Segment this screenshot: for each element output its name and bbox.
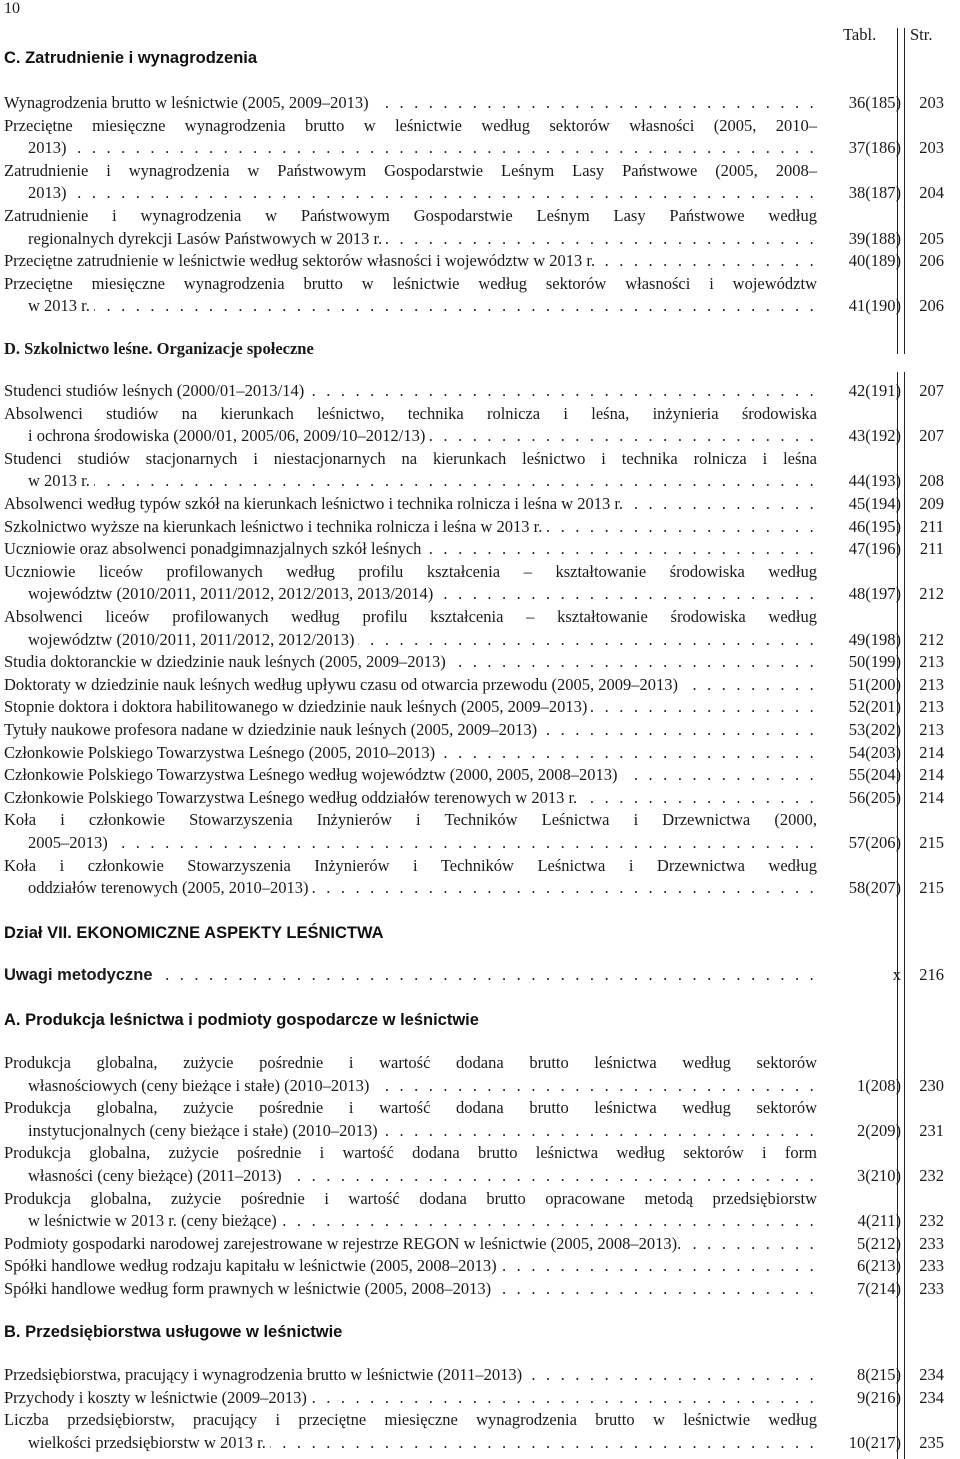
- toc-entry[interactable]: [4, 1364, 944, 1387]
- table-number: 1(208): [857, 1075, 901, 1095]
- table-number: 5(212): [857, 1233, 901, 1253]
- table-number: 10(217): [848, 1432, 901, 1452]
- dot-leader: [4, 651, 817, 673]
- toc-entry[interactable]: [4, 696, 944, 719]
- entry-title-line: instytucjonalnych (ceny bieżące i stałe) (2010–2013): [28, 1121, 382, 1140]
- entry-title-line: Produkcja globalna, zużycie pośrednie i wartość dodana brutto leśnictwa według sektorów: [4, 1098, 817, 1118]
- dot-leader: [28, 137, 817, 159]
- table-number: 40(189): [848, 251, 901, 271]
- page-ref: 235: [919, 1432, 944, 1452]
- page-ref: 215: [919, 878, 944, 898]
- toc-entry[interactable]: [4, 787, 944, 810]
- toc-entry[interactable]: [4, 1278, 944, 1301]
- page-ref: 208: [919, 471, 944, 491]
- entry-title-line: Spółki handlowe według rodzaju kapitału w leśnictwie (2005, 2008–2013): [4, 1256, 501, 1275]
- entry-title-line: Koła i członkowie Stowarzyszenia Inżynierów i Techników Leśnictwa i Drzewnictwa według: [4, 855, 817, 875]
- table-number: x: [892, 965, 901, 984]
- table-number: 39(188): [848, 228, 901, 248]
- dot-leader: [28, 877, 817, 899]
- entry-title-line: Wynagrodzenia brutto w leśnictwie (2005, 2009–2013): [4, 93, 373, 112]
- toc-entry[interactable]: [4, 448, 944, 493]
- dot-leader: [4, 250, 817, 272]
- dot-leader: [4, 787, 817, 809]
- toc-entry[interactable]: [4, 1188, 944, 1233]
- page-ref: 213: [919, 697, 944, 717]
- entry-title-line: Studia doktoranckie w dziedzinie nauk leśnych (2005, 2009–2013): [4, 652, 450, 671]
- entry-title-line: Koła i członkowie Stowarzyszenia Inżynierów i Techników Leśnictwa i Drzewnictwa (2000,: [4, 810, 817, 830]
- page-ref: 230: [919, 1075, 944, 1095]
- dot-leader: [4, 696, 817, 718]
- entry-title-line: Doktoraty w dziedzinie nauk leśnych według upływu czasu od otwarcia przewodu (2005, 2009–2013): [4, 675, 682, 694]
- toc-entry[interactable]: [4, 561, 944, 606]
- table-number: 42(191): [848, 381, 901, 400]
- page-ref: 207: [919, 381, 944, 400]
- entry-title-line: województw (2010/2011, 2011/2012, 2012/2013): [28, 630, 358, 649]
- page-ref: 211: [919, 539, 944, 559]
- dot-leader: [4, 1233, 817, 1255]
- toc-entry[interactable]: [4, 1255, 944, 1278]
- entry-title-line: Stopnie doktora i doktora habilitowanego w dziedzinie nauk leśnych (2005, 2009–2013): [4, 697, 591, 716]
- header-str: Str.: [910, 25, 933, 44]
- page-ref: 233: [919, 1279, 944, 1298]
- page-ref: 213: [919, 652, 944, 672]
- entry-title-line: Studenci studiów leśnych (2000/01–2013/14): [4, 381, 308, 400]
- page-ref: 214: [919, 742, 944, 762]
- table-number: 49(198): [848, 629, 901, 649]
- page-ref: 213: [919, 720, 944, 739]
- table-number: 47(196): [848, 539, 901, 559]
- toc-entry[interactable]: [4, 115, 944, 160]
- dot-leader: [4, 92, 817, 114]
- entry-title-line: Tytuły naukowe profesora nadane w dziedzinie nauk leśnych (2005, 2009–2013): [4, 720, 541, 739]
- entry-title-line: Uwagi metodyczne: [4, 966, 157, 984]
- section-title-a: A. Produkcja leśnictwa i podmioty gospodarcze w leśnictwie: [4, 1011, 479, 1029]
- entry-title-line: Produkcja globalna, zużycie pośrednie i wartość dodana brutto leśnictwa według sektorów: [4, 1053, 817, 1072]
- entry-title-line: regionalnych dyrekcji Lasów Państwowych w 2013 r.: [28, 229, 386, 248]
- toc-entry[interactable]: [4, 538, 944, 561]
- table-number: 57(206): [848, 832, 901, 852]
- dot-leader: [28, 832, 817, 854]
- entry-title-line: Studenci studiów stacjonarnych i niestacjonarnych na kierunkach leśnictwo i technika rolnicza i leśna: [4, 448, 817, 468]
- toc-entry[interactable]: [4, 1142, 944, 1187]
- entry-title-line: Absolwenci według typów szkół na kierunkach leśnictwo i technika rolnicza i leśna w 2013 r.: [4, 494, 627, 513]
- entry-title-line: Przedsiębiorstwa, pracujący i wynagrodzenia brutto w leśnictwie (2011–2013): [4, 1365, 526, 1384]
- entry-title-line: Spółki handlowe według form prawnych w leśnictwie (2005, 2008–2013): [4, 1279, 495, 1298]
- toc-entry[interactable]: [4, 855, 944, 900]
- toc-entry[interactable]: [4, 606, 944, 651]
- table-number: 38(187): [848, 183, 901, 203]
- dot-leader: [4, 380, 817, 402]
- dot-leader: [4, 674, 817, 696]
- toc-entry[interactable]: [4, 719, 944, 742]
- page-ref: 212: [919, 629, 944, 649]
- table-number: 37(186): [848, 138, 901, 158]
- toc-entry[interactable]: [4, 651, 944, 674]
- table-number: 7(214): [857, 1279, 901, 1298]
- section-title-vii: Dział VII. EKONOMICZNE ASPEKTY LEŚNICTWA: [4, 924, 384, 942]
- page-ref: 206: [919, 296, 944, 316]
- entry-title-line: 2005–2013): [28, 833, 112, 852]
- entry-title-line: 2013): [28, 183, 71, 202]
- page-ref: 207: [919, 426, 944, 446]
- section-title-d: D. Szkolnictwo leśne. Organizacje społeczne: [4, 339, 314, 358]
- entry-title-line: Przeciętne zatrudnienie w leśnictwie według sektorów własności i województw w 2013 r.: [4, 251, 599, 270]
- entry-title-line: Produkcja globalna, zużycie pośrednie i wartość dodana brutto opracowane metodą przedsiębiorstw: [4, 1188, 817, 1208]
- toc-entry[interactable]: [4, 205, 944, 250]
- dot-leader: [4, 1278, 817, 1300]
- table-number: 54(203): [848, 742, 901, 762]
- table-number: 4(211): [857, 1211, 901, 1231]
- toc-entry[interactable]: [4, 742, 944, 765]
- toc-entry[interactable]: [4, 1233, 944, 1256]
- page-ref: 234: [919, 1387, 944, 1407]
- table-number: 55(204): [848, 765, 901, 785]
- table-number: 3(210): [857, 1165, 901, 1185]
- entry-title-line: 2013): [28, 138, 71, 157]
- page-ref: 231: [919, 1120, 944, 1140]
- dot-leader: [4, 742, 817, 764]
- page-ref: 203: [919, 93, 944, 112]
- table-number: 50(199): [848, 652, 901, 672]
- toc-entry[interactable]: [4, 493, 944, 516]
- dot-leader: [28, 182, 817, 204]
- page-ref: 233: [919, 1233, 944, 1253]
- table-number: 36(185): [848, 93, 901, 112]
- dot-leader: [28, 1120, 817, 1142]
- entry-title-line: Uczniowie liceów profilowanych według profilu kształcenia – kształtowanie środowiska według: [4, 561, 817, 581]
- dot-leader: [28, 470, 817, 492]
- page-ref: 206: [919, 251, 944, 271]
- table-number: 8(215): [857, 1365, 901, 1384]
- table-number: 46(195): [848, 516, 901, 536]
- page-ref: 216: [919, 965, 944, 984]
- table-number: 48(197): [848, 584, 901, 604]
- entry-title-line: Podmioty gospodarki narodowej zarejestrowane w rejestrze REGON w leśnictwie (2005, 2008–2013).: [4, 1234, 685, 1253]
- entry-title-line: Członkowie Polskiego Towarzystwa Leśnego według oddziałów terenowych w 2013 r.: [4, 788, 581, 807]
- dot-leader: [4, 964, 817, 986]
- dot-leader: [4, 1387, 817, 1409]
- table-number: 53(202): [848, 720, 901, 739]
- entry-title-line: oddziałów terenowych (2005, 2010–2013): [28, 878, 312, 897]
- dot-leader: [28, 1210, 817, 1232]
- entry-title-line: Zatrudnienie i wynagrodzenia w Państwowym Gospodarstwie Leśnym Lasy Państwowe (2005, 2008–: [4, 160, 817, 180]
- page-ref: 234: [919, 1365, 944, 1384]
- dot-leader: [28, 295, 817, 317]
- dot-leader: [28, 425, 817, 447]
- entry-title-line: Szkolnictwo wyższe na kierunkach leśnictwo i technika rolnicza i leśna w 2013 r.: [4, 517, 546, 536]
- page-ref: 232: [919, 1165, 944, 1185]
- page-ref: 212: [919, 584, 944, 604]
- table-number: 58(207): [848, 878, 901, 898]
- entry-title-line: w 2013 r.: [28, 296, 94, 315]
- entry-title-line: Członkowie Polskiego Towarzystwa Leśnego (2005, 2010–2013): [4, 743, 439, 762]
- toc-entry[interactable]: [4, 380, 944, 403]
- dot-leader: [4, 764, 817, 786]
- dot-leader: [28, 228, 817, 250]
- section-title-b: B. Przedsiębiorstwa usługowe w leśnictwie: [4, 1323, 343, 1341]
- table-number: 44(193): [848, 471, 901, 491]
- dot-leader: [28, 1165, 817, 1187]
- entry-title-line: Uczniowie oraz absolwenci ponadgimnazjalnych szkół leśnych: [4, 539, 425, 558]
- entry-title-line: województw (2010/2011, 2011/2012, 2012/2013, 2013/2014): [28, 584, 437, 603]
- toc-entry[interactable]: [4, 273, 944, 318]
- table-number: 6(213): [857, 1256, 901, 1276]
- dot-leader: [4, 1364, 817, 1386]
- table-number: 43(192): [848, 426, 901, 446]
- dot-leader: [28, 1075, 817, 1097]
- dot-leader: [4, 516, 817, 538]
- entry-title-line: Zatrudnienie i wynagrodzenia w Państwowym Gospodarstwie Leśnym Lasy Państwowe według: [4, 206, 817, 225]
- entry-title-line: własności (ceny bieżące) (2011–2013): [28, 1166, 286, 1185]
- entry-title-line: i ochrona środowiska (2000/01, 2005/06, 2009/10–2012/13): [28, 426, 429, 445]
- page-ref: 211: [919, 516, 944, 536]
- section-title-c: C. Zatrudnienie i wynagrodzenia: [4, 49, 258, 67]
- table-number: 9(216): [857, 1387, 901, 1407]
- page-ref: 213: [919, 674, 944, 694]
- toc-entry[interactable]: [4, 764, 944, 787]
- page-ref: 215: [919, 832, 944, 852]
- page-number: 10: [4, 0, 20, 17]
- toc-entry[interactable]: [4, 809, 944, 854]
- dot-leader: [4, 538, 817, 560]
- entry-title-line: własnościowych (ceny bieżące i stałe) (2010–2013): [28, 1076, 373, 1095]
- toc-entry[interactable]: [4, 1097, 944, 1142]
- page-ref: 233: [919, 1256, 944, 1276]
- header-tabl: Tabl.: [843, 25, 877, 44]
- toc-entry[interactable]: [4, 250, 944, 273]
- page-ref: 214: [919, 765, 944, 785]
- table-number: 41(190): [848, 296, 901, 316]
- page-ref: 203: [919, 138, 944, 158]
- entry-title-line: Przychody i koszty w leśnictwie (2009–2013): [4, 1388, 311, 1407]
- table-number: 52(201): [848, 697, 901, 717]
- page-ref: 214: [919, 787, 944, 807]
- toc-entry[interactable]: [4, 1052, 944, 1097]
- table-number: 51(200): [848, 674, 901, 694]
- dot-leader: [28, 583, 817, 605]
- entry-title-line: Liczba przedsiębiorstw, pracujący i przeciętne miesięczne wynagrodzenia brutto w leśnictwie według: [4, 1410, 817, 1430]
- entry-title-line: Przeciętne miesięczne wynagrodzenia brutto w leśnictwie według sektorów własności i województw: [4, 273, 817, 293]
- page-ref: 232: [919, 1211, 944, 1231]
- toc-entry[interactable]: [4, 92, 944, 115]
- entry-title-line: Absolwenci studiów na kierunkach leśnictwo, technika rolnicza i leśna, inżynieria środowiska: [4, 403, 817, 423]
- entry-title-line: Przeciętne miesięczne wynagrodzenia brutto w leśnictwie według sektorów własności (2005, 2010–: [4, 115, 817, 135]
- dot-leader: [28, 1432, 817, 1454]
- dot-leader: [28, 629, 817, 651]
- table-number: 2(209): [857, 1120, 901, 1140]
- page-ref: 204: [919, 183, 944, 203]
- toc-entry[interactable]: [4, 516, 944, 539]
- table-number: 45(194): [848, 494, 901, 513]
- page-ref: 209: [919, 494, 944, 513]
- toc-entry[interactable]: [4, 674, 944, 697]
- dot-leader: [4, 493, 817, 515]
- entry-title-line: w leśnictwie w 2013 r. (ceny bieżące): [28, 1211, 281, 1230]
- entry-title-line: wielkości przedsiębiorstw w 2013 r.: [28, 1433, 270, 1452]
- entry-title-line: Absolwenci liceów profilowanych według profilu kształcenia – kształtowanie środowiska według: [4, 607, 817, 626]
- dot-leader: [4, 719, 817, 741]
- toc-entry[interactable]: [4, 1409, 944, 1454]
- toc-entry[interactable]: [4, 160, 944, 205]
- toc-entry[interactable]: [4, 964, 944, 987]
- entry-title-line: Produkcja globalna, zużycie pośrednie i wartość dodana brutto leśnictwa według sektorów i form: [4, 1143, 817, 1163]
- toc-entry[interactable]: [4, 1387, 944, 1410]
- dot-leader: [4, 1255, 817, 1277]
- page-ref: 205: [919, 228, 944, 248]
- toc-entry[interactable]: [4, 403, 944, 448]
- entry-title-line: w 2013 r.: [28, 471, 94, 490]
- table-number: 56(205): [848, 787, 901, 807]
- entry-title-line: Członkowie Polskiego Towarzystwa Leśnego według województw (2000, 2005, 2008–2013): [4, 765, 622, 784]
